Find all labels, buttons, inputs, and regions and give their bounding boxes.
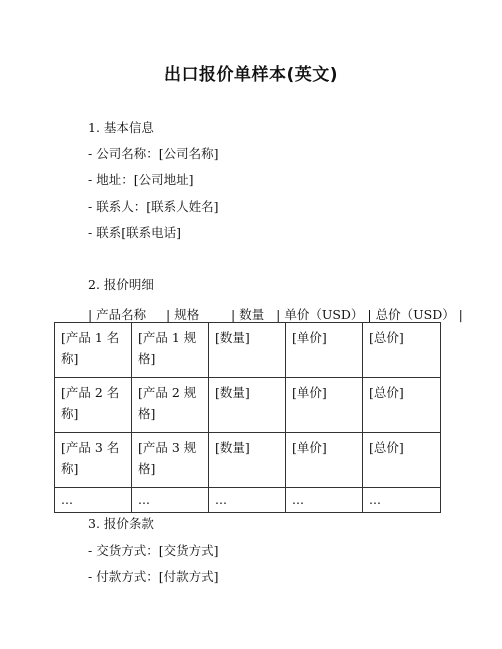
- payment-method-line: - 付款方式：[付款方式]: [88, 569, 219, 584]
- company-name-line: - 公司名称：[公司名称]: [88, 146, 219, 161]
- ellipsis-cell: ...: [132, 488, 209, 513]
- product-name-cell: [产品 2 名称]: [55, 378, 132, 433]
- total-price-cell: [总价]: [363, 378, 441, 433]
- contact-phone-line: - 联系[联系电话]: [88, 225, 181, 240]
- total-price-cell: [总价]: [363, 323, 441, 378]
- unit-price-cell: [单价]: [286, 378, 363, 433]
- section-heading-basic-info: 1. 基本信息: [88, 120, 154, 135]
- ellipsis-cell: ...: [55, 488, 132, 513]
- document-title: 出口报价单样本(英文): [163, 65, 339, 85]
- contact-person-line: - 联系人：[联系人姓名]: [88, 199, 219, 214]
- total-price-cell: [总价]: [363, 433, 441, 488]
- section-heading-quote-details: 2. 报价明细: [88, 277, 154, 292]
- product-name-cell: [产品 3 名称]: [55, 433, 132, 488]
- ellipsis-cell: ...: [209, 488, 286, 513]
- quote-table: [54, 322, 441, 513]
- quantity-cell: [数量]: [209, 323, 286, 378]
- table-row: [55, 378, 441, 433]
- product-spec-cell: [产品 3 规格]: [132, 433, 209, 488]
- section-heading-quote-terms: 3. 报价条款: [88, 516, 154, 531]
- quantity-cell: [数量]: [209, 433, 286, 488]
- ellipsis-cell: ...: [363, 488, 441, 513]
- product-spec-cell: [产品 2 规格]: [132, 378, 209, 433]
- unit-price-cell: [单价]: [286, 433, 363, 488]
- table-row: [55, 488, 441, 513]
- table-row: [55, 433, 441, 488]
- product-spec-cell: [产品 1 规格]: [132, 323, 209, 378]
- product-name-cell: [产品 1 名称]: [55, 323, 132, 378]
- delivery-method-line: - 交货方式：[交货方式]: [88, 543, 219, 558]
- quantity-cell: [数量]: [209, 378, 286, 433]
- unit-price-cell: [单价]: [286, 323, 363, 378]
- address-line: - 地址：[公司地址]: [88, 172, 194, 187]
- ellipsis-cell: ...: [286, 488, 363, 513]
- table-row: [55, 323, 441, 378]
- table-header-line: | 产品名称 | 规格 | 数量 | 单价（USD） | 总价（USD） |: [88, 307, 463, 322]
